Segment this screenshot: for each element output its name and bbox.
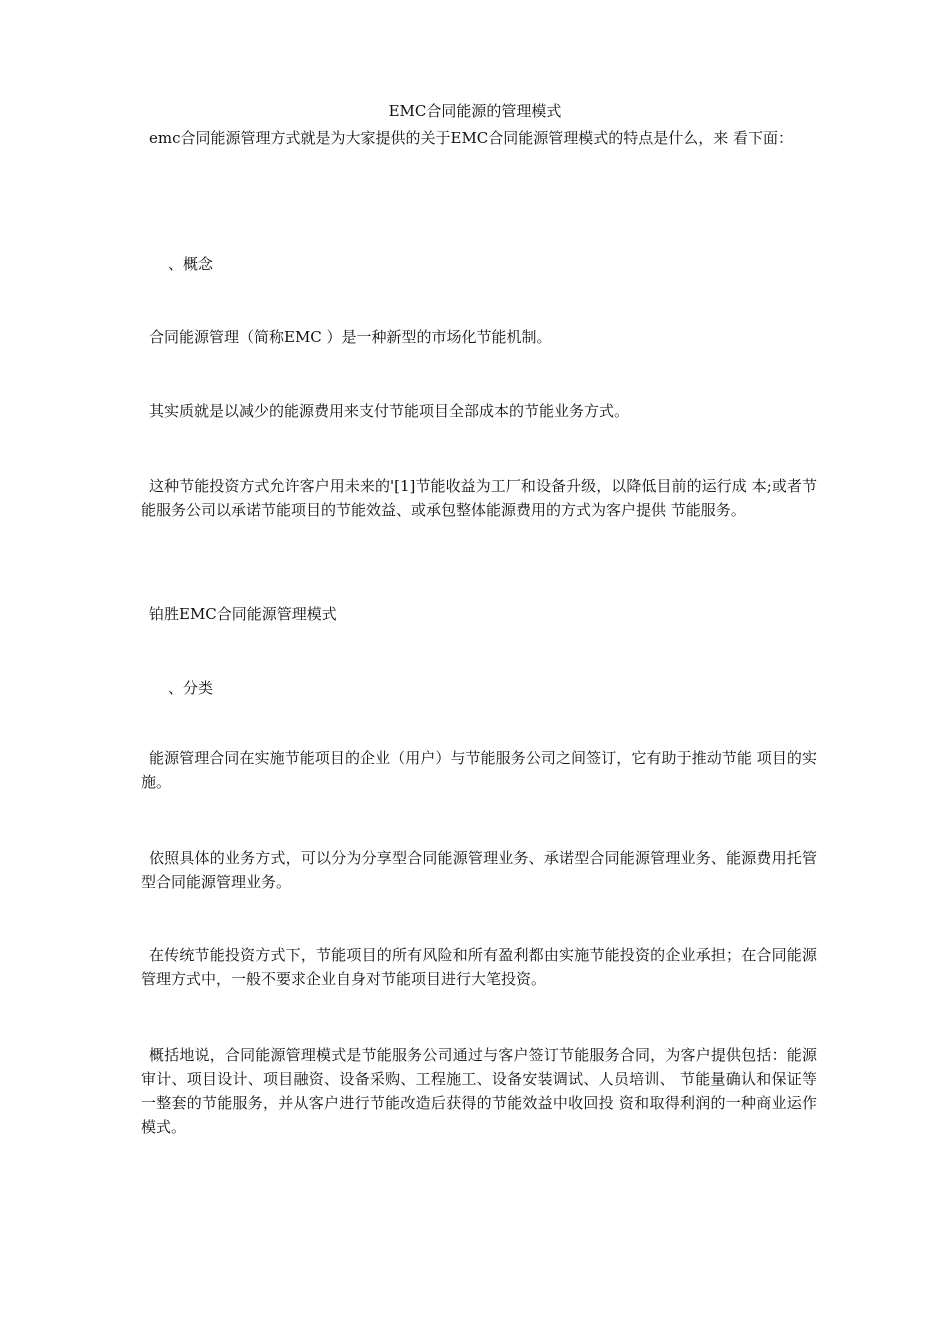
intro-paragraph: emc合同能源管理方式就是为大家提供的关于EMC合同能源管理模式的特点是什么，来 看下面：: [149, 129, 794, 147]
subheading-mode: 铂胜EMC合同能源管理模式: [149, 605, 337, 623]
concept-paragraph-3: 这种节能投资方式允许客户用未来的'[1]节能收益为工厂和设备升级，以降低目前的运行成 本;或者节能服务公司以承诺节能项目的节能效益、或承包整体能源费用的方式为客户提供 节能服务。: [141, 477, 817, 519]
category-paragraph-1: 能源管理合同在实施节能项目的企业（用户）与节能服务公司之间签订，它有助于推动节能 项目的实施。: [141, 749, 817, 791]
category-paragraph-3: 在传统节能投资方式下，节能项目的所有风险和所有盈利都由实施节能投资的企业承担；在合同能源管理方式中，一般不要求企业自身对节能项目进行大笔投资。: [141, 946, 817, 988]
concept-paragraph-1: 合同能源管理（简称EMC ）是一种新型的市场化节能机制。: [149, 328, 552, 346]
category-paragraph-2: 依照具体的业务方式，可以分为分享型合同能源管理业务、承诺型合同能源管理业务、能源费用托管型合同能源管理业务。: [141, 849, 817, 891]
section-heading-category: 、分类: [168, 679, 214, 697]
document-title: EMC合同能源的管理模式: [388, 102, 562, 120]
section-heading-concept: 、概念: [168, 255, 214, 273]
summary-paragraph: 概括地说，合同能源管理模式是节能服务公司通过与客户签订节能服务合同，为客户提供包括：能源审计、项目设计、项目融资、设备采购、工程施工、设备安装调试、人员培训、 节能量确认和保证等一整套的节能服务，并从客户进行节能改造后获得的节能效益中收回投 资和取得利润的一种商业运作模式。: [141, 1046, 817, 1136]
concept-paragraph-2: 其实质就是以减少的能源费用来支付节能项目全部成本的节能业务方式。: [149, 402, 630, 420]
